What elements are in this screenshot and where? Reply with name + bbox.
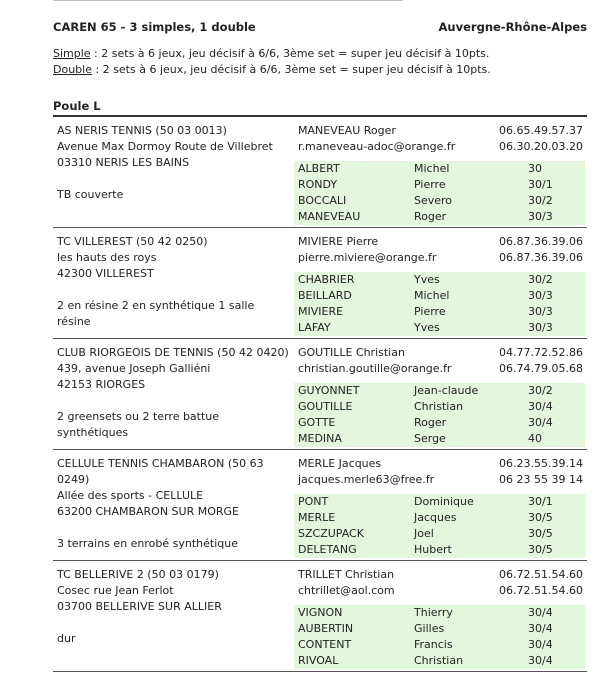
player-last-name: RIVOAL [298,654,339,667]
player-last-name: PONT [298,495,329,508]
captain-email: chtrillet@aol.com [298,584,395,597]
player-last-name: GOTTE [298,416,336,429]
player-row [294,209,585,225]
player-first-name: Severo [414,194,453,207]
captain-contact [298,234,583,266]
player-list [294,494,585,558]
captain-phone: 06.65.49.57.37 [499,124,583,137]
captain-line [298,567,583,583]
player-ranking: 30/4 [528,638,553,651]
player-row [294,193,585,209]
club-info [57,567,289,647]
match-rules [53,46,491,78]
player-first-name: Gilles [414,622,445,635]
captain-mobile: 06.72.51.54.60 [499,584,583,597]
player-row [294,637,585,653]
player-row [294,320,585,336]
captain-contact [298,345,583,377]
player-ranking: 30/2 [528,194,553,207]
captain-mobile: 06.30.20.03.20 [499,140,583,153]
captain-line [298,456,583,472]
player-last-name: CHABRIER [298,273,355,286]
club-info-line: 0249) [57,473,90,486]
player-last-name: MERLE [298,511,336,524]
player-first-name: Christian [414,400,464,413]
player-last-name: RONDY [298,178,338,191]
player-last-name: MEDINA [298,432,342,445]
captain-phone: 04.77.72.52.86 [499,346,583,359]
player-first-name: Christian [414,654,464,667]
player-last-name: AUBERTIN [298,622,354,635]
player-row [294,415,585,431]
double-rule-label: Double [53,63,92,76]
player-row [294,161,585,177]
double-rule [53,62,491,78]
document-header [53,20,587,36]
captain-mobile: 06 23 55 39 14 [499,473,583,486]
club-info-line: Avenue Max Dormoy Route de Villebret [57,140,273,153]
player-row [294,542,585,558]
club-info-spacer [57,282,289,298]
player-last-name: BOCCALI [298,194,347,207]
email-line [298,472,583,488]
club-info-line: TB couverte [57,188,124,201]
captain-name: GOUTILLE Christian [298,346,405,359]
club-info-line: AS NERIS TENNIS (50 03 0013) [57,124,227,137]
captain-name: MERLE Jacques [298,457,382,470]
player-first-name: Roger [414,416,447,429]
club-block [53,561,587,672]
player-list [294,161,585,225]
club-info [57,456,289,552]
player-row [294,177,585,193]
email-line [298,361,583,377]
player-row [294,510,585,526]
captain-mobile: 06.74.79.05.68 [499,362,583,375]
club-info-line: 63200 CHAMBARON SUR MORGE [57,505,239,518]
player-row [294,653,585,669]
club-info-line: 2 en résine 2 en synthétique 1 salle résine [57,299,255,328]
player-last-name: MANEVEAU [298,210,361,223]
player-ranking: 30/4 [528,416,553,429]
captain-name: MIVIERE Pierre [298,235,379,248]
player-first-name: Yves [414,321,440,334]
player-ranking: 30/4 [528,622,553,635]
club-info [57,234,289,330]
simple-rule-text: : 2 sets à 6 jeux, jeu décisif à 6/6, 3ème set = super jeu décisif à 10pts. [90,47,490,60]
player-ranking: 30/3 [528,289,553,302]
captain-line [298,345,583,361]
player-last-name: SZCZUPACK [298,527,364,540]
player-first-name: Pierre [414,178,446,191]
player-ranking: 30/3 [528,321,553,334]
simple-rule-label: Simple [53,47,91,60]
player-first-name: Michel [414,289,450,302]
player-first-name: Roger [414,210,447,223]
player-first-name: Yves [414,273,440,286]
captain-contact [298,456,583,488]
captain-line [298,234,583,250]
player-ranking: 30/3 [528,210,553,223]
player-ranking: 30 [528,162,542,175]
player-row [294,383,585,399]
simple-rule [53,46,491,62]
player-first-name: Jean-claude [414,384,479,397]
club-info-line: 42300 VILLEREST [57,267,154,280]
player-ranking: 30/3 [528,305,553,318]
player-list [294,605,585,669]
player-ranking: 30/5 [528,511,553,524]
club-info-line: 439, avenue Joseph Galliéni [57,362,211,375]
player-ranking: 30/5 [528,527,553,540]
club-info-spacer [57,615,289,631]
player-last-name: VIGNON [298,606,343,619]
player-first-name: Francis [414,638,453,651]
player-row [294,494,585,510]
player-first-name: Thierry [414,606,453,619]
region-label: Auvergne-Rhône-Alpes [438,20,587,34]
player-row [294,272,585,288]
player-list [294,383,585,447]
captain-email: christian.goutille@orange.fr [298,362,452,375]
club-info-line: les hauts des roys [57,251,157,264]
club-info-line: Allée des sports - CELLULE [57,489,204,502]
club-info-spacer [57,520,289,536]
player-row [294,605,585,621]
double-rule-text: : 2 sets à 6 jeux, jeu décisif à 6/6, 3ème set = super jeu décisif à 10pts. [91,63,491,76]
player-first-name: Joel [414,527,434,540]
player-last-name: GUYONNET [298,384,360,397]
club-block [53,228,587,339]
captain-email: jacques.merle63@free.fr [298,473,435,486]
club-info-line: 03700 BELLERIVE SUR ALLIER [57,600,222,613]
player-row [294,431,585,447]
captain-name: TRILLET Christian [298,568,395,581]
player-row [294,526,585,542]
player-ranking: 40 [528,432,542,445]
player-first-name: Dominique [414,495,474,508]
player-ranking: 30/5 [528,543,553,556]
club-list [53,117,587,672]
player-ranking: 30/4 [528,400,553,413]
club-block [53,450,587,561]
top-divider [53,0,403,1]
player-last-name: CONTENT [298,638,352,651]
club-info-line: TC BELLERIVE 2 (50 03 0179) [57,568,219,581]
player-row [294,288,585,304]
player-first-name: Serge [414,432,446,445]
captain-phone: 06.87.36.39.06 [499,235,583,248]
player-last-name: GOUTILLE [298,400,353,413]
club-info-line: 2 greensets ou 2 terre battue synthétiques [57,410,220,439]
player-ranking: 30/4 [528,606,553,619]
player-ranking: 30/1 [528,495,553,508]
captain-contact [298,567,583,599]
email-line [298,250,583,266]
club-info [57,345,289,441]
club-block [53,117,587,228]
club-info-line: 42153 RIORGES [57,378,146,391]
captain-email: r.maneveau-adoc@orange.fr [298,140,456,153]
captain-line [298,123,583,139]
club-info-line: CELLULE TENNIS CHAMBARON (50 63 [57,457,264,470]
player-last-name: LAFAY [298,321,331,334]
player-row [294,304,585,320]
captain-mobile: 06.87.36.39.06 [499,251,583,264]
email-line [298,583,583,599]
club-info-line: TC VILLEREST (50 42 0250) [57,235,208,248]
competition-title: CAREN 65 - 3 simples, 1 double [53,20,256,34]
player-first-name: Jacques [414,511,457,524]
player-ranking: 30/1 [528,178,553,191]
player-last-name: DELETANG [298,543,357,556]
player-list [294,272,585,336]
club-info-line: 3 terrains en enrobé synthétique [57,537,239,550]
club-block [53,339,587,450]
club-info-line: 03310 NERIS LES BAINS [57,156,190,169]
club-info-line: dur [57,632,76,645]
player-ranking: 30/2 [528,273,553,286]
player-row [294,399,585,415]
club-info [57,123,289,203]
player-ranking: 30/2 [528,384,553,397]
email-line [298,139,583,155]
club-info-spacer [57,171,289,187]
club-info-spacer [57,393,289,409]
player-last-name: BEILLARD [298,289,352,302]
captain-email: pierre.miviere@orange.fr [298,251,437,264]
player-first-name: Pierre [414,305,446,318]
player-ranking: 30/4 [528,654,553,667]
club-info-line: CLUB RIORGEOIS DE TENNIS (50 42 0420) [57,346,289,359]
club-info-line: Cosec rue Jean Ferlot [57,584,174,597]
player-last-name: ALBERT [298,162,340,175]
captain-phone: 06.72.51.54.60 [499,568,583,581]
player-last-name: MIVIERE [298,305,344,318]
player-row [294,621,585,637]
poule-title: Poule L [53,99,101,113]
captain-contact [298,123,583,155]
captain-name: MANEVEAU Roger [298,124,396,137]
player-first-name: Hubert [414,543,452,556]
captain-phone: 06.23.55.39.14 [499,457,583,470]
player-first-name: Michel [414,162,450,175]
